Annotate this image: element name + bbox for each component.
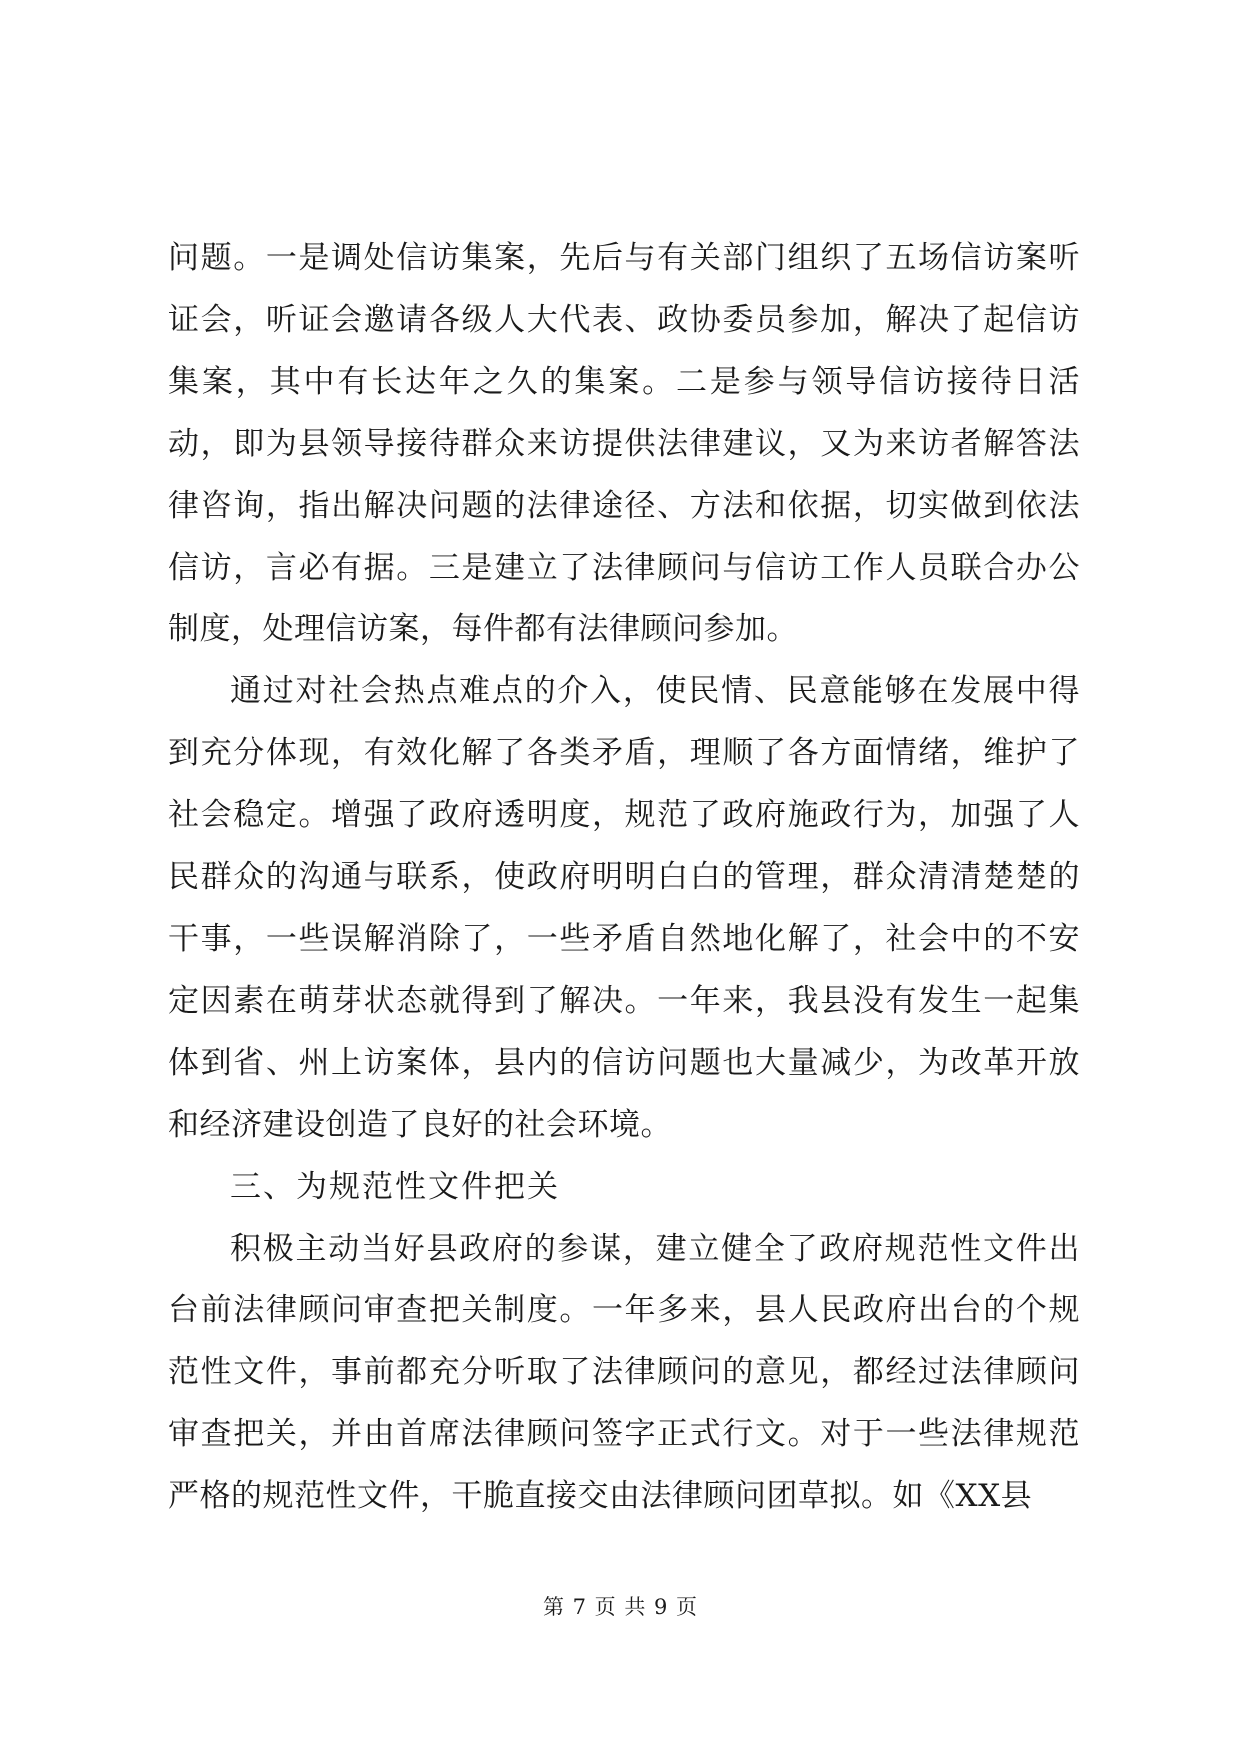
document-body [168, 228, 1080, 1528]
paragraph-continuation: 问题。一是调处信访集案，先后与有关部门组织了五场信访案听证会，听证会邀请各级人大代表、政协委员参加，解决了起信访集案，其中有长达年之久的集案。二是参与领导信访接待日活动，即为县领导接待群众来访提供法律建议，又为来访者解答法律咨询，指出解决问题的法律途径、方法和依据，切实做到依法信访，言必有据。三是建立了法律顾问与信访工作人员联合办公制度，处理信访案，每件都有法律顾问参加。 [168, 240, 1080, 648]
section-heading: 三、为规范性文件把关 [230, 1168, 560, 1205]
page-number-footer: 第 7 页 共 9 页 [542, 1595, 699, 1619]
paragraph-normative-documents: 积极主动当好县政府的参谋，建立健全了政府规范性文件出台前法律顾问审查把关制度。一年多来，县人民政府出台的个规范性文件，事前都充分听取了法律顾问的意见，都经过法律顾问审查把关，并由首席法律顾问签字正式行文。对于一些法律规范严格的规范性文件，干脆直接交由法律顾问团草拟。如《XX县 [168, 1230, 1080, 1515]
paragraph-social-stability: 通过对社会热点难点的介入，使民情、民意能够在发展中得到充分体现，有效化解了各类矛盾，理顺了各方面情绪，维护了社会稳定。增强了政府透明度，规范了政府施政行为，加强了人民群众的沟通与联系，使政府明明白白的管理，群众清清楚楚的干事，一些误解消除了，一些矛盾自然地化解了，社会中的不安定因素在萌芽状态就得到了解决。一年来，我县没有发生一起集体到省、州上访案体，县内的信访问题也大量减少，为改革开放和经济建设创造了良好的社会环境。 [168, 673, 1080, 1143]
